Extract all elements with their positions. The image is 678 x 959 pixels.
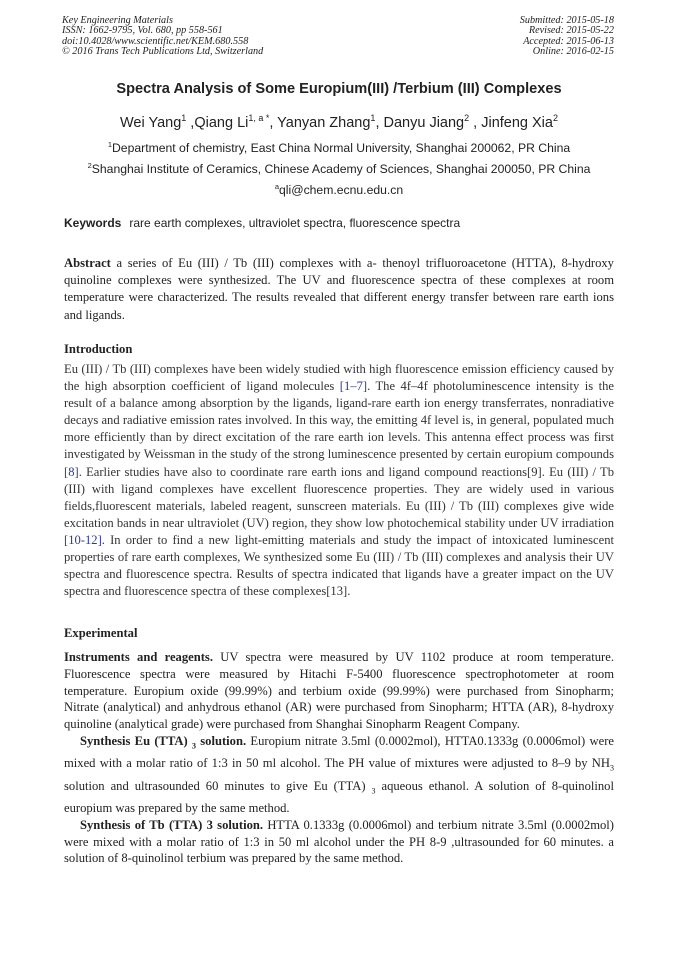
date-online: Online: 2016-02-15 xyxy=(532,45,614,57)
paragraph-text: Europium nitrate 3.5ml (0.0002mol), HTTA0.1333g (0.0006mol) were mixed with a molar ratio of 1:3 in 50 ml alcohol. The PH value of mixtures were adjusted to 8–9 by NH xyxy=(64,733,614,771)
author-sup: 1 xyxy=(181,113,187,123)
paragraph-label: Synthesis of Tb (TTA) 3 solution. xyxy=(80,817,264,832)
intro-text: . The 4f–4f photoluminescence intensity is the result of a balance among absorption by the ligands, ligand-rare earth ion energy transferrates, nonradiative decays and radiative emission rates involved. In this way, the emitting 4f level is, in general, populated much more efficiently than by direct excitation of the rare earth ion levels. This antenna effect process was first investigated by Weissman in the study of the strong luminescence presented by certain europium compounds xyxy=(64,379,614,462)
paragraph-label: Instruments and reagents. xyxy=(64,650,213,664)
synthesis-tb-paragraph xyxy=(64,817,614,867)
author-sup: 2 xyxy=(464,113,470,123)
citation-link[interactable]: [8] xyxy=(64,464,79,479)
affiliation-sup: 2 xyxy=(87,161,92,170)
affiliation-1 xyxy=(0,140,678,155)
journal-doi[interactable]: doi:10.4028/www.scientific.net/KEM.680.558 xyxy=(62,35,249,47)
affiliation-sup: a xyxy=(274,182,279,191)
date-accepted: Accepted: 2015-06-13 xyxy=(523,35,614,47)
author-sup: 2 xyxy=(552,113,558,123)
journal-issn: ISSN: 1662-9795, Vol. 680, pp 558-561 xyxy=(62,25,223,37)
paragraph-text: HTTA 0.1333g (0.0006mol) and terbium nitrate 3.5ml (0.0002mol) were mixed with a molar ratio of 1:3 in 50 ml alcohol under the PH 8-9 ,ultrasounded for 60 minutes. a solution of 8-quinolinol terbium was prepared by the same method. xyxy=(64,817,614,866)
paragraph-text: aqueous ethanol. A solution of 8-quinolinol europium was prepared by the same method. xyxy=(64,778,614,815)
author-name: Yanyan Zhang xyxy=(277,114,371,131)
paragraph-text: solution and ultrasounded 60 minutes to give Eu (TTA) xyxy=(64,778,372,793)
date-submitted: Submitted: 2015-05-18 xyxy=(519,15,614,26)
author-sup: 1 xyxy=(370,113,376,123)
affiliation-2 xyxy=(0,161,678,176)
affiliation-text: Department of chemistry, East China Normal University, Shanghai 200062, PR China xyxy=(112,141,571,156)
journal-copyright: © 2016 Trans Tech Publications Ltd, Switzerland xyxy=(62,45,264,57)
author-sup: 1, a * xyxy=(248,113,270,123)
journal-name: Key Engineering Materials xyxy=(62,15,173,26)
keywords-label: Keywords xyxy=(64,216,122,230)
introduction-body xyxy=(64,361,614,600)
author-list: Wei Yang$^1$ ,Qiang $Li^{1, a *}$, Yanyan Zhang$^1$, Danyu Jiang$^2$ , Jinfeng Xia$^2$ xyxy=(120,113,558,131)
experimental-heading: Experimental xyxy=(64,626,138,640)
abstract xyxy=(64,255,614,324)
keywords xyxy=(64,216,460,230)
instruments-paragraph xyxy=(64,649,614,733)
abstract-text: a series of Eu (III) / Tb (III) complexes with a- thenoyl trifluoroacetone (HTTA), 8-hydroxy quinoline complexes were synthesized. The UV and fluorescence spectra of these complexes at room temperature were characterized. The results revealed that different energy transfer between rare earth ions and ligands. xyxy=(64,256,614,322)
journal-info xyxy=(62,16,263,57)
paper-title: Spectra Analysis of Some Europium(III) /Terbium (III) Complexes xyxy=(116,81,562,97)
author-name: Jinfeng Xia xyxy=(481,114,553,131)
intro-text: . In order to find a new light-emitting materials and study the impact of intoxicated luminescent properties of rare earth complexes, We synthesized some Eu (III) / Tb (III) complexes and analysis their UV spectra and fluorescence spectra. Results of spectra indicated that ligands have a greater impact on the UV spectra and fluorescence spectra of these complexes[13]. xyxy=(64,532,614,599)
intro-text: Eu (III) / Tb (III) complexes have been widely studied with high fluorescence emission efficiency caused by the high absorption coefficient of ligand molecules xyxy=(64,362,614,394)
author-name: Qiang Li xyxy=(194,114,249,131)
abstract-label: Abstract xyxy=(64,256,111,270)
experimental-body xyxy=(64,649,614,867)
author-name: Danyu Jiang xyxy=(383,114,465,131)
author-email xyxy=(0,182,678,197)
author-name: Wei Yang xyxy=(120,114,182,131)
date-revised: Revised: 2015-05-22 xyxy=(528,25,614,37)
paragraph-label: Synthesis Eu (TTA) $_3$ solution. xyxy=(80,733,247,751)
affiliation-sup: 1 xyxy=(107,140,112,149)
introduction-heading: Introduction xyxy=(64,342,133,356)
keywords-text: rare earth complexes, ultraviolet spectra, fluorescence spectra xyxy=(129,216,461,230)
affiliation-text: Shanghai Institute of Ceramics, Chinese Academy of Sciences, Shanghai 200050, PR China xyxy=(91,162,591,177)
synthesis-eu-paragraph: Synthesis Eu (TTA) $_3$ solution. Europium nitrate 3.5ml (0.0002mol), HTTA0.1333g (0.0006mol) were mixed with a molar ratio of 1:3 in 50 ml alcohol. The PH value of mixtures were adjusted to 8–9 by $NH_3$ solution and ultrasounded 60 minutes to give Eu (TTA) $_3$ aqueous ethanol. A solution of 8-quinolinol europium was prepared by the same method. xyxy=(64,733,614,815)
paragraph-text: UV spectra were measured by UV 1102 produce at room temperature. Fluorescence spectra were measured by Hitachi F-5400 fluorescence spectrophotometer at room temperature. Europium oxide (99.99%) and terbium oxide (99.99%) were purchased from Sinopharm; Nitrate (analytical) and anhydrous ethanol (AR) were purchased from Sinopharm; HTTA (AR), 8-hydroxy quinoline (analytical grade) were purchased from Shanghai Sinopharm Reagent Company. xyxy=(64,650,614,732)
email-link[interactable]: qli@chem.ecnu.edu.cn xyxy=(279,183,404,198)
submission-dates xyxy=(520,16,614,57)
intro-text: . Earlier studies have also to coordinate rare earth ions and ligand compound reactions[9]. Eu (III) / Tb (III) with ligand complexes have excellent fluorescence properties. They are widely used in various fields,fluorescent materials, labeled reagent, sunscreen materials. Eu (III) / Tb (III) complexes give wide excitation bands in near ultraviolet (UV) region, they show low photochemical stability under UV irradiation xyxy=(64,464,614,530)
citation-link[interactable]: [10-12] xyxy=(64,532,102,547)
citation-link[interactable]: [1–7] xyxy=(339,379,368,394)
